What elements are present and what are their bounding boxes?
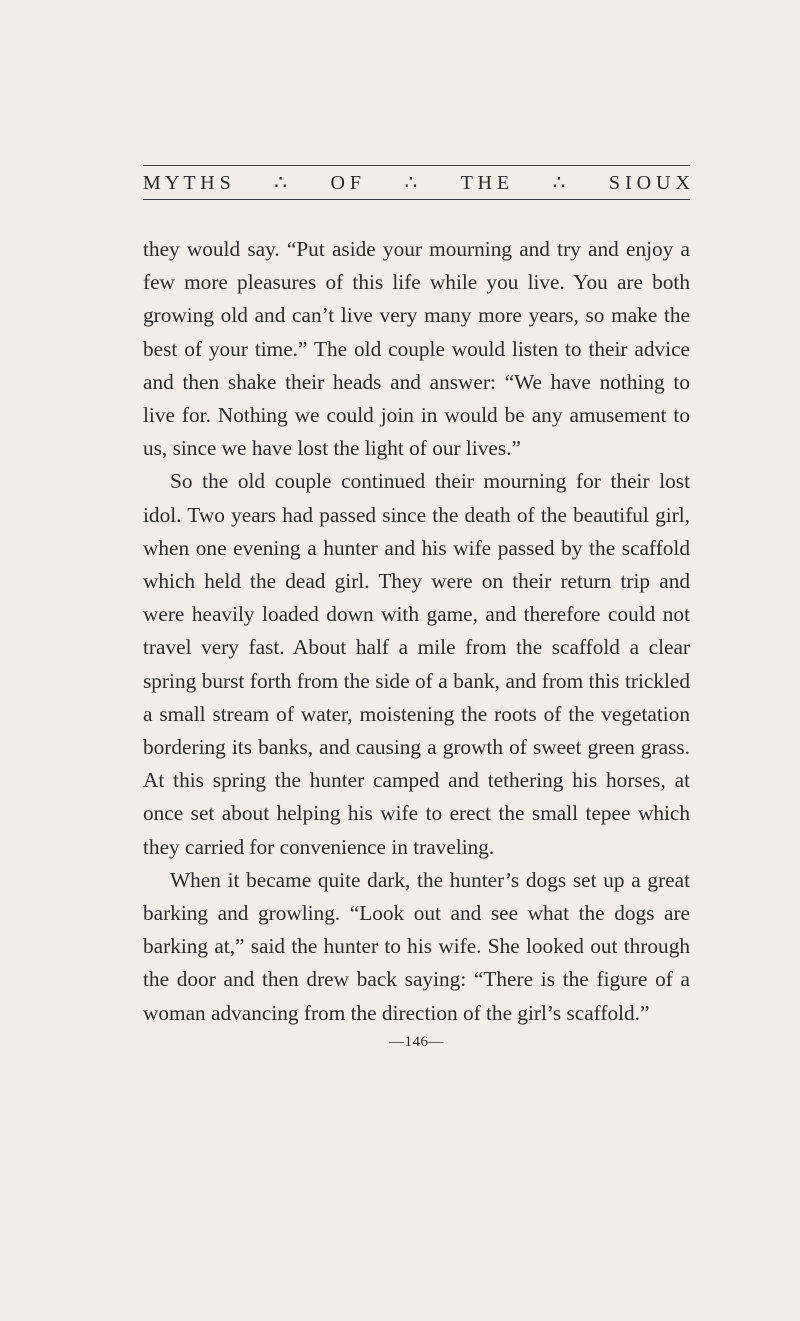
book-page xyxy=(143,165,690,1051)
header-separator: ∴ xyxy=(274,172,287,194)
header-word-of: O F xyxy=(330,172,362,194)
running-header xyxy=(143,166,690,199)
header-word-the: T H E xyxy=(460,172,510,194)
header-bottom-rule xyxy=(143,199,690,200)
header-separator: ∴ xyxy=(552,172,566,194)
header-separator: ∴ xyxy=(404,172,418,194)
page-number: —146— xyxy=(389,1033,444,1050)
header-word-sioux: S I O U X xyxy=(608,172,690,194)
header-word-myths: M Y T H S xyxy=(143,172,231,194)
paragraph: So the old couple continued their mourning for their lost idol. Two years had passed since the death of the beautiful girl, when one evening a hunter and his wife passed by the scaffold which held the dead girl. They were on their return trip and were heavily loaded down with game, and therefore could not travel very fast. About half a mile from the scaffold a clear spring burst forth from the side of a bank, and from this trickled a small stream of water, moistening the roots of the vegetation bordering its banks, and causing a growth of sweet green grass. At this spring the hunter camped and tethering his horses, at once set about helping his wife to erect the small tepee which they carried for convenience in traveling. xyxy=(143,469,690,859)
paragraph: When it became quite dark, the hunter’s dogs set up a great barking and growling. “Look out and see what the dogs are barking at,” said the hunter to his wife. She looked out through the door and then drew back saying: “There is the figure of a woman advancing from the direction of the girl’s scaffold.” xyxy=(143,867,690,1025)
body-text xyxy=(143,233,690,1030)
paragraph: they would say. “Put aside your mourning and try and enjoy a few more pleasures of this life while you live. You are both growing old and can’t live very many more years, so make the best of your time.” The old couple would listen to their advice and then shake their heads and answer: “We have nothing to live for. Nothing we could join in would be any amusement to us, since we have lost the light of our lives.” xyxy=(143,237,690,461)
